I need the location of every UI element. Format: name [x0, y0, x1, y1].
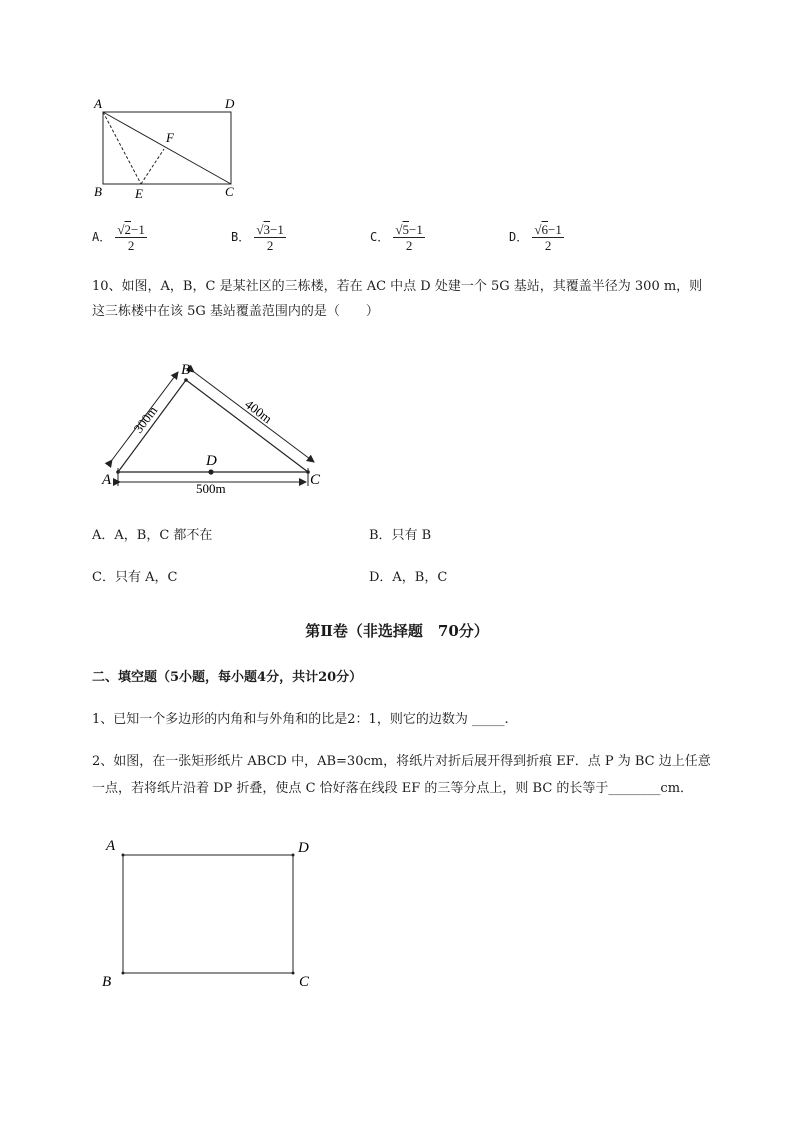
figure-rectangle-abcd: [98, 832, 322, 992]
denominator: 2: [544, 238, 552, 253]
label-c: C: [310, 472, 321, 488]
minus-one: −1: [409, 222, 423, 237]
fraction: $\frac{√5-1}{2}$: [395, 222, 423, 253]
q10-option-d[interactable]: D．A，B，C: [369, 570, 448, 585]
side-ab: [118, 380, 186, 472]
option-letter: B．: [231, 230, 251, 244]
label-c: C: [225, 184, 234, 199]
minus-one: −1: [548, 222, 562, 237]
label-d: D: [206, 453, 217, 469]
label-c: C: [299, 974, 310, 990]
label-f: F: [166, 130, 174, 145]
denominator: 2: [127, 238, 135, 253]
fraction: $\frac{√3-1}{2}$: [256, 222, 284, 253]
q10-option-a[interactable]: A．A，B，C 都不在: [92, 528, 213, 543]
label-d: D: [225, 96, 235, 111]
fill-q2-line2: 一点，若将纸片沿着 DP 折叠，使点 C 恰好落在线段 EF 的三等分点上，则 BC 的长等于________cm．: [92, 781, 694, 796]
label-b: B: [102, 974, 112, 990]
label-b: B: [181, 362, 191, 378]
denominator: 2: [405, 238, 413, 253]
option-letter: D．: [509, 230, 529, 244]
option-letter: A．: [92, 230, 112, 244]
fill-q1: 1、已知一个多边形的内角和与外角和的比是2：1，则它的边数为 _____.: [92, 712, 509, 727]
q9-option-a[interactable]: [92, 222, 147, 253]
q9-option-d[interactable]: [509, 222, 564, 253]
part2-title: 第Ⅱ卷（非选择题 70分）: [305, 622, 489, 640]
minus-one: −1: [131, 222, 145, 237]
q10-option-b[interactable]: B．只有 B: [369, 528, 432, 543]
dim-label-ac: 500m: [196, 481, 226, 496]
label-e: E: [135, 186, 143, 201]
section2-title: 二、填空题（5小题，每小题4分，共计20分）: [92, 670, 363, 685]
q10-stem-line1: 10、如图，A，B，C 是某社区的三栋楼，若在 AC 中点 D 处建一个 5G 基站，其覆盖半径为 300 m，则: [92, 279, 703, 294]
q10-option-c[interactable]: C．只有 A，C: [92, 570, 178, 585]
fold-ef: [141, 149, 164, 184]
q9-option-b[interactable]: [231, 222, 286, 253]
fraction: $\frac{√6-1}{2}$: [534, 222, 562, 253]
rectangle: [123, 855, 293, 973]
q10-stem-line2: 这三栋楼中在该 5G 基站覆盖范围内的是（ ）: [92, 304, 379, 319]
denominator: 2: [266, 238, 274, 253]
label-d: D: [298, 840, 309, 856]
fill-q2-line1: 2、如图，在一张矩形纸片 ABCD 中，AB=30cm，将纸片对折后展开得到折痕 EF．点 P 为 BC 边上任意: [92, 754, 711, 769]
fraction: $\frac{√2-1}{2}$: [117, 222, 145, 253]
label-b: B: [94, 184, 102, 199]
point-d: [208, 469, 213, 474]
label-a: A: [106, 838, 116, 854]
radicand: 3: [263, 222, 271, 237]
radicand: 5: [402, 222, 410, 237]
dim-label-ab: 300m: [130, 403, 161, 436]
q9-option-c[interactable]: [370, 222, 425, 253]
radicand: 2: [124, 222, 132, 237]
minus-one: −1: [270, 222, 284, 237]
radicand: 6: [541, 222, 549, 237]
figure-rectangle-fold: [86, 92, 246, 204]
option-letter: C．: [370, 230, 390, 244]
figure-triangle-5g: [98, 356, 333, 496]
label-a: A: [94, 96, 102, 111]
side-bc: [186, 380, 308, 472]
label-a: A: [102, 472, 112, 488]
dim-label-bc: 400m: [242, 396, 275, 427]
